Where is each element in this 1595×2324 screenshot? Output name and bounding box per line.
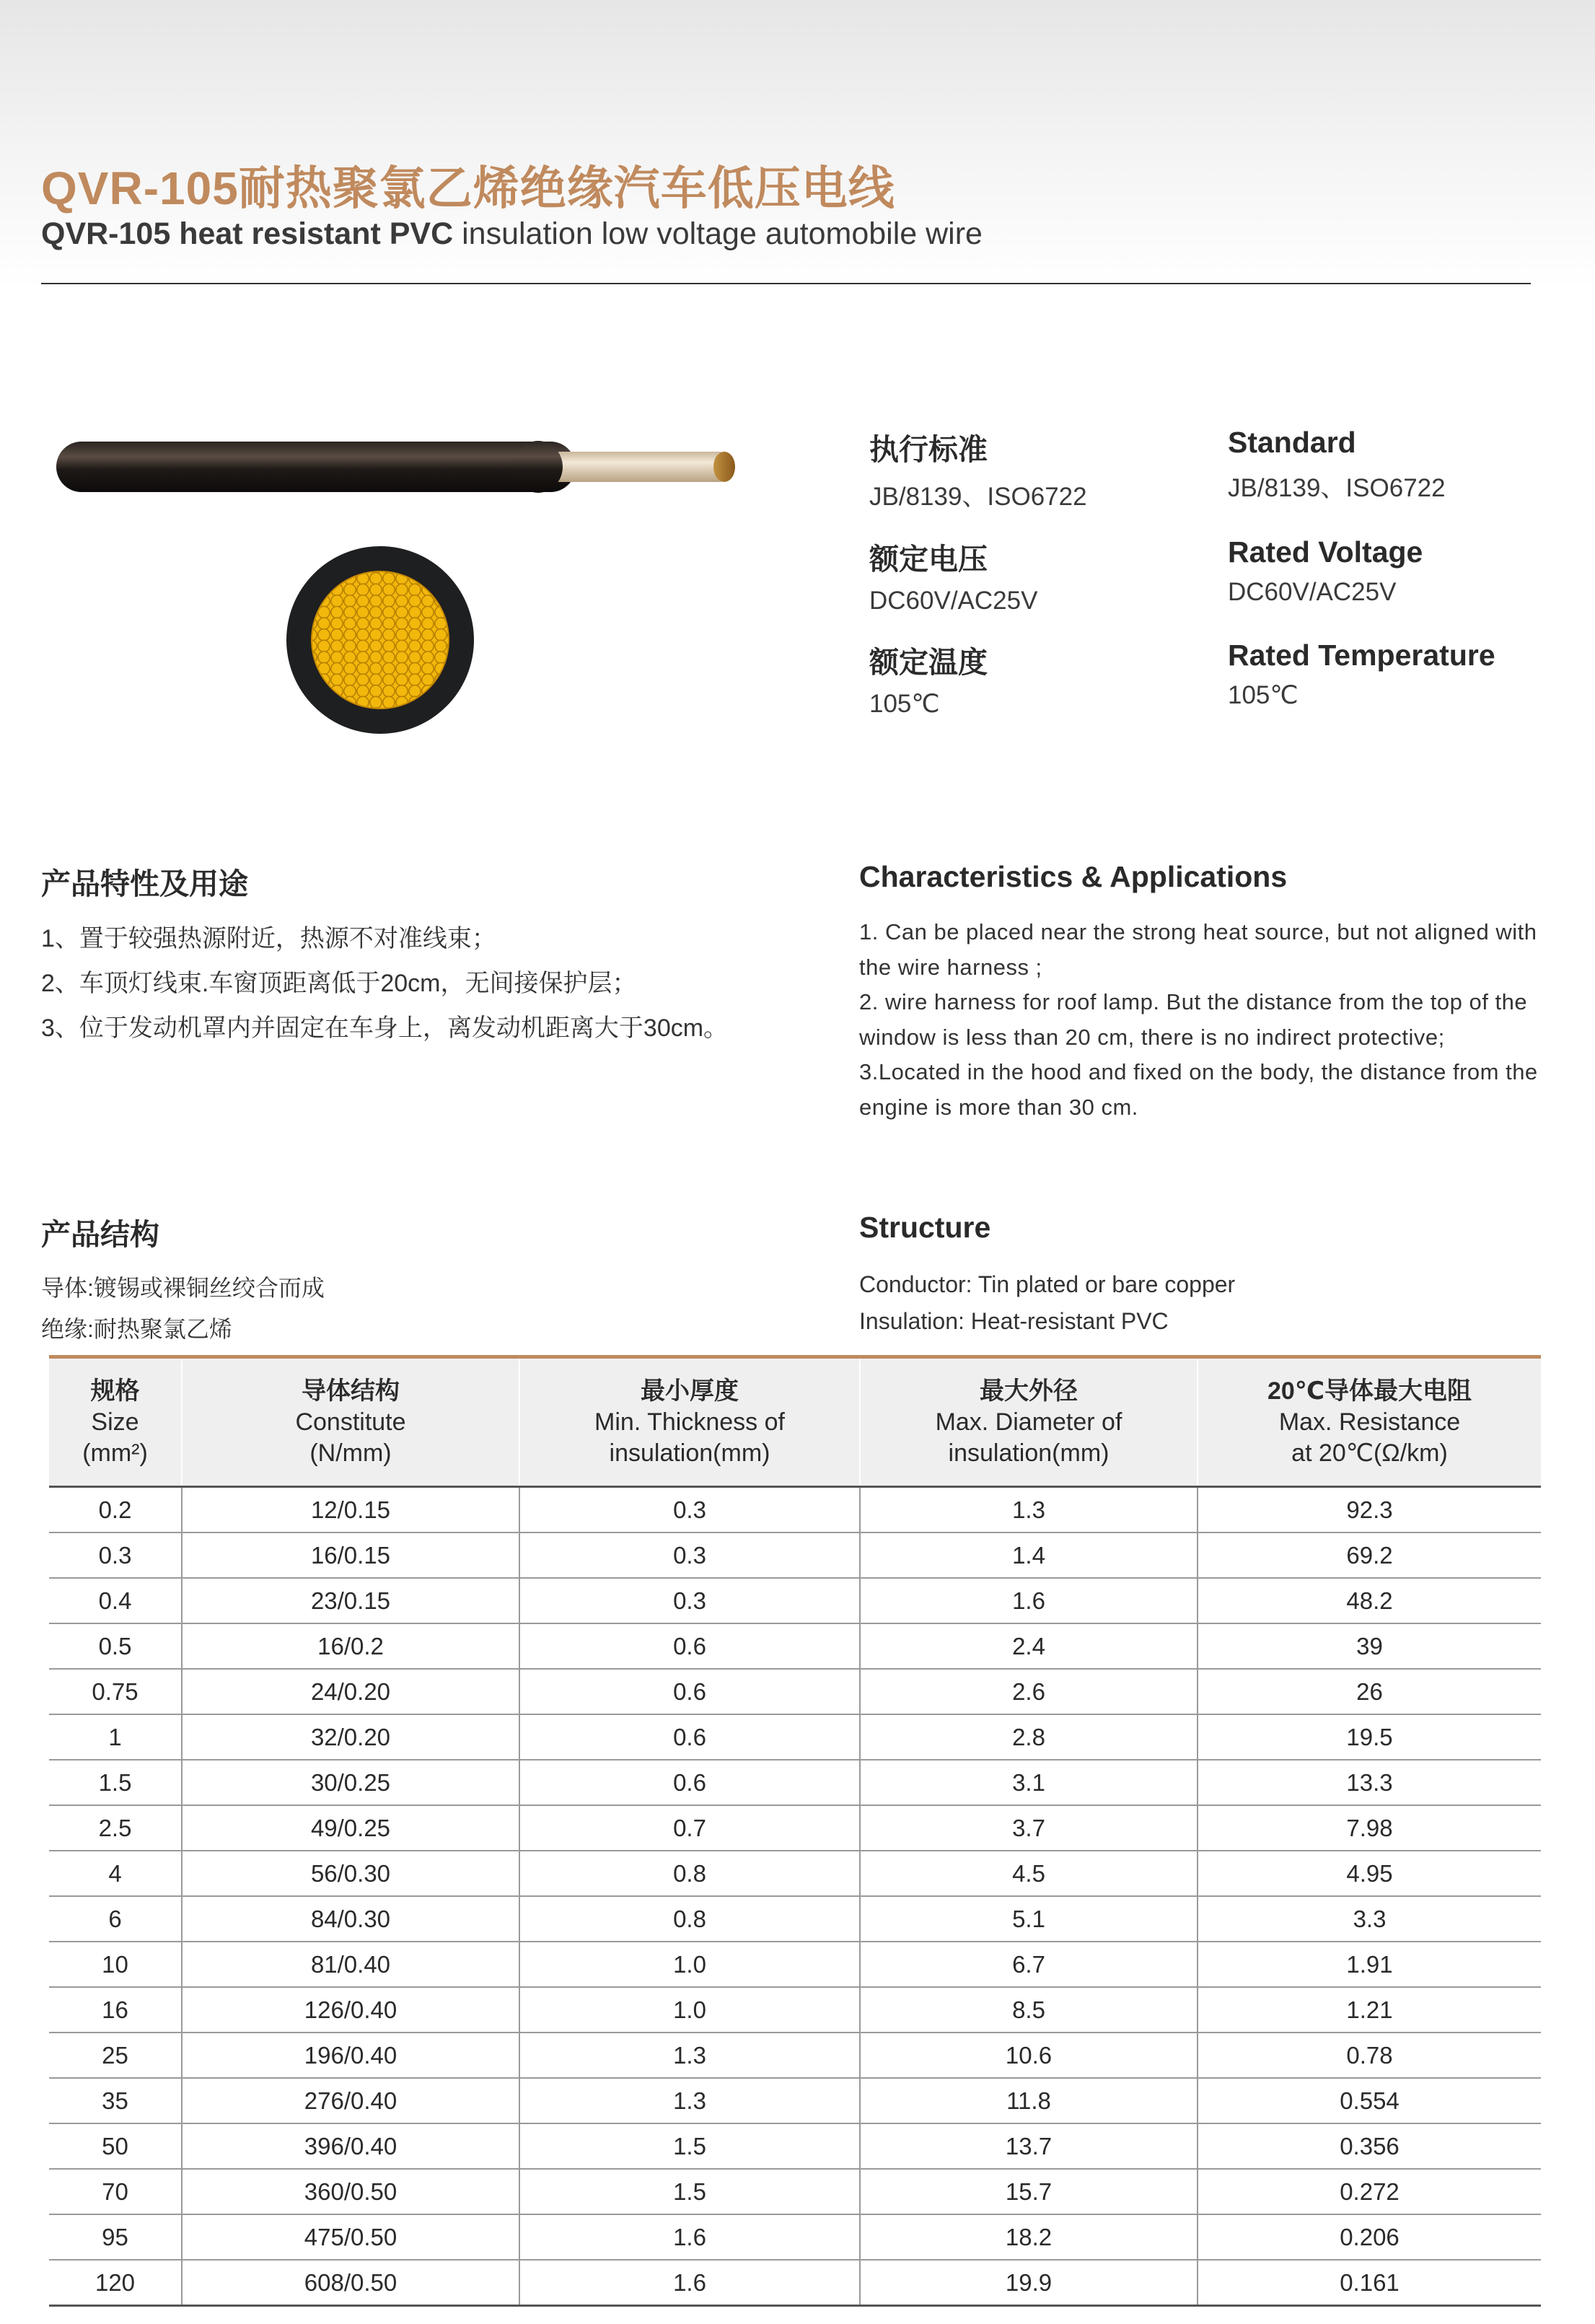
table-cell: 5.1 bbox=[860, 1896, 1198, 1942]
spec-voltage-cn bbox=[869, 535, 1037, 615]
table-cell: 4.95 bbox=[1198, 1851, 1541, 1896]
table-cell: 0.75 bbox=[49, 1669, 182, 1714]
table-cell: 0.8 bbox=[519, 1851, 860, 1896]
structure-conductor-en: Conductor: Tin plated or bare copper bbox=[859, 1271, 1236, 1297]
col-header-en: Min. Thickness of bbox=[594, 1408, 785, 1436]
table-cell: 3.3 bbox=[1198, 1896, 1541, 1942]
table-cell: 13.7 bbox=[860, 2123, 1198, 2169]
table-row bbox=[49, 2123, 1541, 2169]
characteristics-item-cn: 2、车顶灯线束.车窗顶距离低于20cm，无间接保护层； bbox=[41, 970, 637, 997]
table-cell: 13.3 bbox=[1198, 1760, 1541, 1805]
table-cell: 4.5 bbox=[860, 1851, 1198, 1896]
spec-standard-en-label: Standard bbox=[1228, 426, 1356, 459]
page-title-cn: QVR-105耐热聚氯乙烯绝缘汽车低压电线 bbox=[41, 162, 895, 214]
col-header-unit: insulation(mm) bbox=[948, 1439, 1110, 1467]
col-header-en: Size bbox=[91, 1408, 139, 1436]
table-cell: 81/0.40 bbox=[182, 1942, 519, 1987]
spec-standard-cn-value: JB/8139、ISO6722 bbox=[869, 483, 1087, 511]
table-cell: 126/0.40 bbox=[182, 1987, 519, 2033]
table-cell: 16/0.2 bbox=[182, 1623, 519, 1669]
table-cell: 26 bbox=[1198, 1669, 1541, 1714]
spec-temp-en-value: 105℃ bbox=[1228, 681, 1299, 709]
page-title-en-bold: QVR-105 heat resistant PVC bbox=[41, 216, 454, 251]
table-row bbox=[49, 1714, 1541, 1760]
spec-standard-cn-label: 执行标准 bbox=[869, 433, 988, 466]
page-title-en bbox=[41, 216, 983, 252]
table-cell: 10.6 bbox=[860, 2033, 1198, 2078]
table-cell: 0.3 bbox=[519, 1532, 860, 1578]
characteristics-list-cn bbox=[41, 916, 728, 1051]
table-cell: 8.5 bbox=[860, 1987, 1198, 2033]
characteristics-heading-cn: 产品特性及用途 bbox=[41, 867, 248, 900]
table-cell: 475/0.50 bbox=[182, 2214, 519, 2260]
col-header-max-resistance bbox=[1198, 1357, 1541, 1487]
col-header-cn: 导体结构 bbox=[302, 1377, 400, 1405]
spec-standard-cn bbox=[869, 426, 1087, 513]
table-cell: 1.0 bbox=[519, 1942, 860, 1987]
characteristics-item-en: 2. wire harness for roof lamp. But the distance from the top of the window is less than 20 cm, there is no indirect protective; bbox=[859, 989, 1528, 1050]
table-cell: 6.7 bbox=[860, 1942, 1198, 1987]
table-cell: 276/0.40 bbox=[182, 2078, 519, 2123]
table-cell: 56/0.30 bbox=[182, 1851, 519, 1896]
table-cell: 1.6 bbox=[519, 2260, 860, 2306]
table-cell: 1.4 bbox=[860, 1532, 1198, 1578]
table-cell: 120 bbox=[49, 2260, 182, 2306]
table-cell: 1.21 bbox=[1198, 1987, 1541, 2033]
table-cell: 0.5 bbox=[49, 1623, 182, 1669]
table-cell: 1.6 bbox=[519, 2214, 860, 2260]
table-cell: 0.206 bbox=[1198, 2214, 1541, 2260]
characteristics-item-en: 1. Can be placed near the strong heat source, but not aligned with the wire harness ; bbox=[859, 919, 1537, 980]
characteristics-item-cn: 1、置于较强热源附近，热源不对准线束； bbox=[41, 925, 496, 952]
table-cell: 0.7 bbox=[519, 1805, 860, 1851]
table-cell: 23/0.15 bbox=[182, 1578, 519, 1623]
table-cell: 0.8 bbox=[519, 1896, 860, 1942]
spec-voltage-en bbox=[1228, 535, 1423, 607]
table-cell: 19.9 bbox=[860, 2260, 1198, 2306]
table-cell: 0.3 bbox=[519, 1487, 860, 1533]
table-cell: 7.98 bbox=[1198, 1805, 1541, 1851]
table-row bbox=[49, 2033, 1541, 2078]
table-cell: 0.161 bbox=[1198, 2260, 1541, 2306]
col-header-cn: 20℃导体最大电阻 bbox=[1267, 1377, 1472, 1405]
table-cell: 0.4 bbox=[49, 1578, 182, 1623]
spec-temp-cn-label: 额定温度 bbox=[869, 646, 988, 679]
spec-voltage-cn-value: DC60V/AC25V bbox=[869, 587, 1038, 615]
spec-voltage-en-value: DC60V/AC25V bbox=[1228, 578, 1397, 606]
table-cell: 35 bbox=[49, 2078, 182, 2123]
table-cell: 24/0.20 bbox=[182, 1669, 519, 1714]
table-cell: 0.6 bbox=[519, 1623, 860, 1669]
table-row bbox=[49, 2169, 1541, 2214]
table-cell: 2.5 bbox=[49, 1805, 182, 1851]
characteristics-list-en bbox=[859, 915, 1552, 1125]
table-row bbox=[49, 1623, 1541, 1669]
spec-temp-en-label: Rated Temperature bbox=[1228, 639, 1495, 672]
table-row bbox=[49, 2078, 1541, 2123]
table-cell: 19.5 bbox=[1198, 1714, 1541, 1760]
col-header-unit: (N/mm) bbox=[309, 1439, 392, 1467]
table-cell: 70 bbox=[49, 2169, 182, 2214]
table-cell: 0.78 bbox=[1198, 2033, 1541, 2078]
col-header-en: Max. Resistance bbox=[1278, 1408, 1461, 1436]
structure-insulation-cn: 绝缘:耐热聚氯乙烯 bbox=[41, 1316, 232, 1342]
structure-heading-en: Structure bbox=[859, 1211, 991, 1244]
structure-conductor-cn: 导体:镀锡或裸铜丝绞合而成 bbox=[41, 1275, 325, 1301]
characteristics-item-cn: 3、位于发动机罩内并固定在车身上，离发动机距离大于30cm。 bbox=[41, 1014, 729, 1042]
structure-insulation-en: Insulation: Heat-resistant PVC bbox=[859, 1308, 1169, 1334]
col-header-unit: insulation(mm) bbox=[609, 1439, 770, 1467]
table-cell: 2.6 bbox=[860, 1669, 1198, 1714]
table-cell: 18.2 bbox=[860, 2214, 1198, 2260]
table-cell: 1 bbox=[49, 1714, 182, 1760]
table-row bbox=[49, 1987, 1541, 2033]
col-header-constitute bbox=[182, 1357, 519, 1487]
table-cell: 16/0.15 bbox=[182, 1532, 519, 1578]
table-cell: 1.5 bbox=[519, 2123, 860, 2169]
table-cell: 0.356 bbox=[1198, 2123, 1541, 2169]
table-row bbox=[49, 2260, 1541, 2306]
table-cell: 0.3 bbox=[49, 1532, 182, 1578]
table-cell: 1.5 bbox=[519, 2169, 860, 2214]
table-row bbox=[49, 1487, 1541, 1533]
table-cell: 1.3 bbox=[519, 2078, 860, 2123]
page-title-en-rest: insulation low voltage automobile wire bbox=[453, 216, 983, 251]
table-cell: 15.7 bbox=[860, 2169, 1198, 2214]
table-cell: 1.3 bbox=[519, 2033, 860, 2078]
table-header-row bbox=[49, 1357, 1541, 1487]
table-row bbox=[49, 1896, 1541, 1942]
table-cell: 39 bbox=[1198, 1623, 1541, 1669]
wire-side-view-image bbox=[50, 426, 743, 505]
table-cell: 360/0.50 bbox=[182, 2169, 519, 2214]
table-cell: 69.2 bbox=[1198, 1532, 1541, 1578]
table-cell: 1.5 bbox=[49, 1760, 182, 1805]
table-cell: 196/0.40 bbox=[182, 2033, 519, 2078]
col-header-unit: (mm²) bbox=[82, 1439, 148, 1467]
table-cell: 32/0.20 bbox=[182, 1714, 519, 1760]
table-cell: 0.3 bbox=[519, 1578, 860, 1623]
table-cell: 50 bbox=[49, 2123, 182, 2169]
spec-voltage-cn-label: 额定电压 bbox=[869, 543, 988, 576]
specification-table bbox=[49, 1355, 1541, 2307]
table-cell: 16 bbox=[49, 1987, 182, 2033]
table-cell: 3.1 bbox=[860, 1760, 1198, 1805]
table-cell: 0.272 bbox=[1198, 2169, 1541, 2214]
table-cell: 396/0.40 bbox=[182, 2123, 519, 2169]
table-cell: 30/0.25 bbox=[182, 1760, 519, 1805]
col-header-cn: 最小厚度 bbox=[641, 1377, 739, 1405]
table-cell: 10 bbox=[49, 1942, 182, 1987]
table-cell: 25 bbox=[49, 2033, 182, 2078]
table-cell: 0.2 bbox=[49, 1487, 182, 1533]
table-cell: 92.3 bbox=[1198, 1487, 1541, 1533]
table-row bbox=[49, 1669, 1541, 1714]
table-cell: 1.3 bbox=[860, 1487, 1198, 1533]
table-cell: 1.6 bbox=[860, 1578, 1198, 1623]
table-cell: 2.4 bbox=[860, 1623, 1198, 1669]
table-cell: 49/0.25 bbox=[182, 1805, 519, 1851]
table-cell: 1.0 bbox=[519, 1987, 860, 2033]
spec-standard-en bbox=[1228, 426, 1446, 504]
characteristics-item-en: 3.Located in the hood and fixed on the body, the distance from the engine is more than 30 cm. bbox=[859, 1059, 1538, 1120]
table-cell: 6 bbox=[49, 1896, 182, 1942]
header-divider bbox=[41, 283, 1531, 284]
table-cell: 2.8 bbox=[860, 1714, 1198, 1760]
table-row bbox=[49, 1532, 1541, 1578]
table-cell: 3.7 bbox=[860, 1805, 1198, 1851]
table-cell: 608/0.50 bbox=[182, 2260, 519, 2306]
col-header-size bbox=[49, 1357, 182, 1487]
spec-temp-cn bbox=[869, 639, 988, 719]
table-cell: 0.554 bbox=[1198, 2078, 1541, 2123]
table-cell: 48.2 bbox=[1198, 1578, 1541, 1623]
table-cell: 11.8 bbox=[860, 2078, 1198, 2123]
table-body bbox=[49, 1487, 1541, 2306]
col-header-max-diameter bbox=[860, 1357, 1198, 1487]
col-header-unit: at 20℃(Ω/km) bbox=[1291, 1439, 1448, 1467]
characteristics-heading-en: Characteristics & Applications bbox=[859, 860, 1288, 893]
col-header-en: Max. Diameter of bbox=[935, 1408, 1122, 1436]
table-row bbox=[49, 1942, 1541, 1987]
table-cell: 1.91 bbox=[1198, 1942, 1541, 1987]
col-header-cn: 规格 bbox=[90, 1377, 140, 1405]
table-cell: 12/0.15 bbox=[182, 1487, 519, 1533]
table-cell: 0.6 bbox=[519, 1669, 860, 1714]
table-row bbox=[49, 1805, 1541, 1851]
structure-heading-cn: 产品结构 bbox=[41, 1218, 159, 1251]
spec-voltage-en-label: Rated Voltage bbox=[1228, 535, 1423, 569]
table-row bbox=[49, 1760, 1541, 1805]
table-row bbox=[49, 2214, 1541, 2260]
spec-standard-en-value: JB/8139、ISO6722 bbox=[1228, 474, 1446, 502]
col-header-min-thickness bbox=[519, 1357, 860, 1487]
table-cell: 4 bbox=[49, 1851, 182, 1896]
table-cell: 0.6 bbox=[519, 1760, 860, 1805]
col-header-en: Constitute bbox=[295, 1408, 406, 1436]
table-cell: 84/0.30 bbox=[182, 1896, 519, 1942]
wire-cross-section-image bbox=[285, 545, 476, 736]
table-row bbox=[49, 1578, 1541, 1623]
spec-temp-en bbox=[1228, 639, 1495, 710]
table-cell: 95 bbox=[49, 2214, 182, 2260]
table-cell: 0.6 bbox=[519, 1714, 860, 1760]
spec-temp-cn-value: 105℃ bbox=[869, 690, 940, 718]
col-header-cn: 最大外径 bbox=[980, 1377, 1078, 1405]
table-row bbox=[49, 1851, 1541, 1896]
